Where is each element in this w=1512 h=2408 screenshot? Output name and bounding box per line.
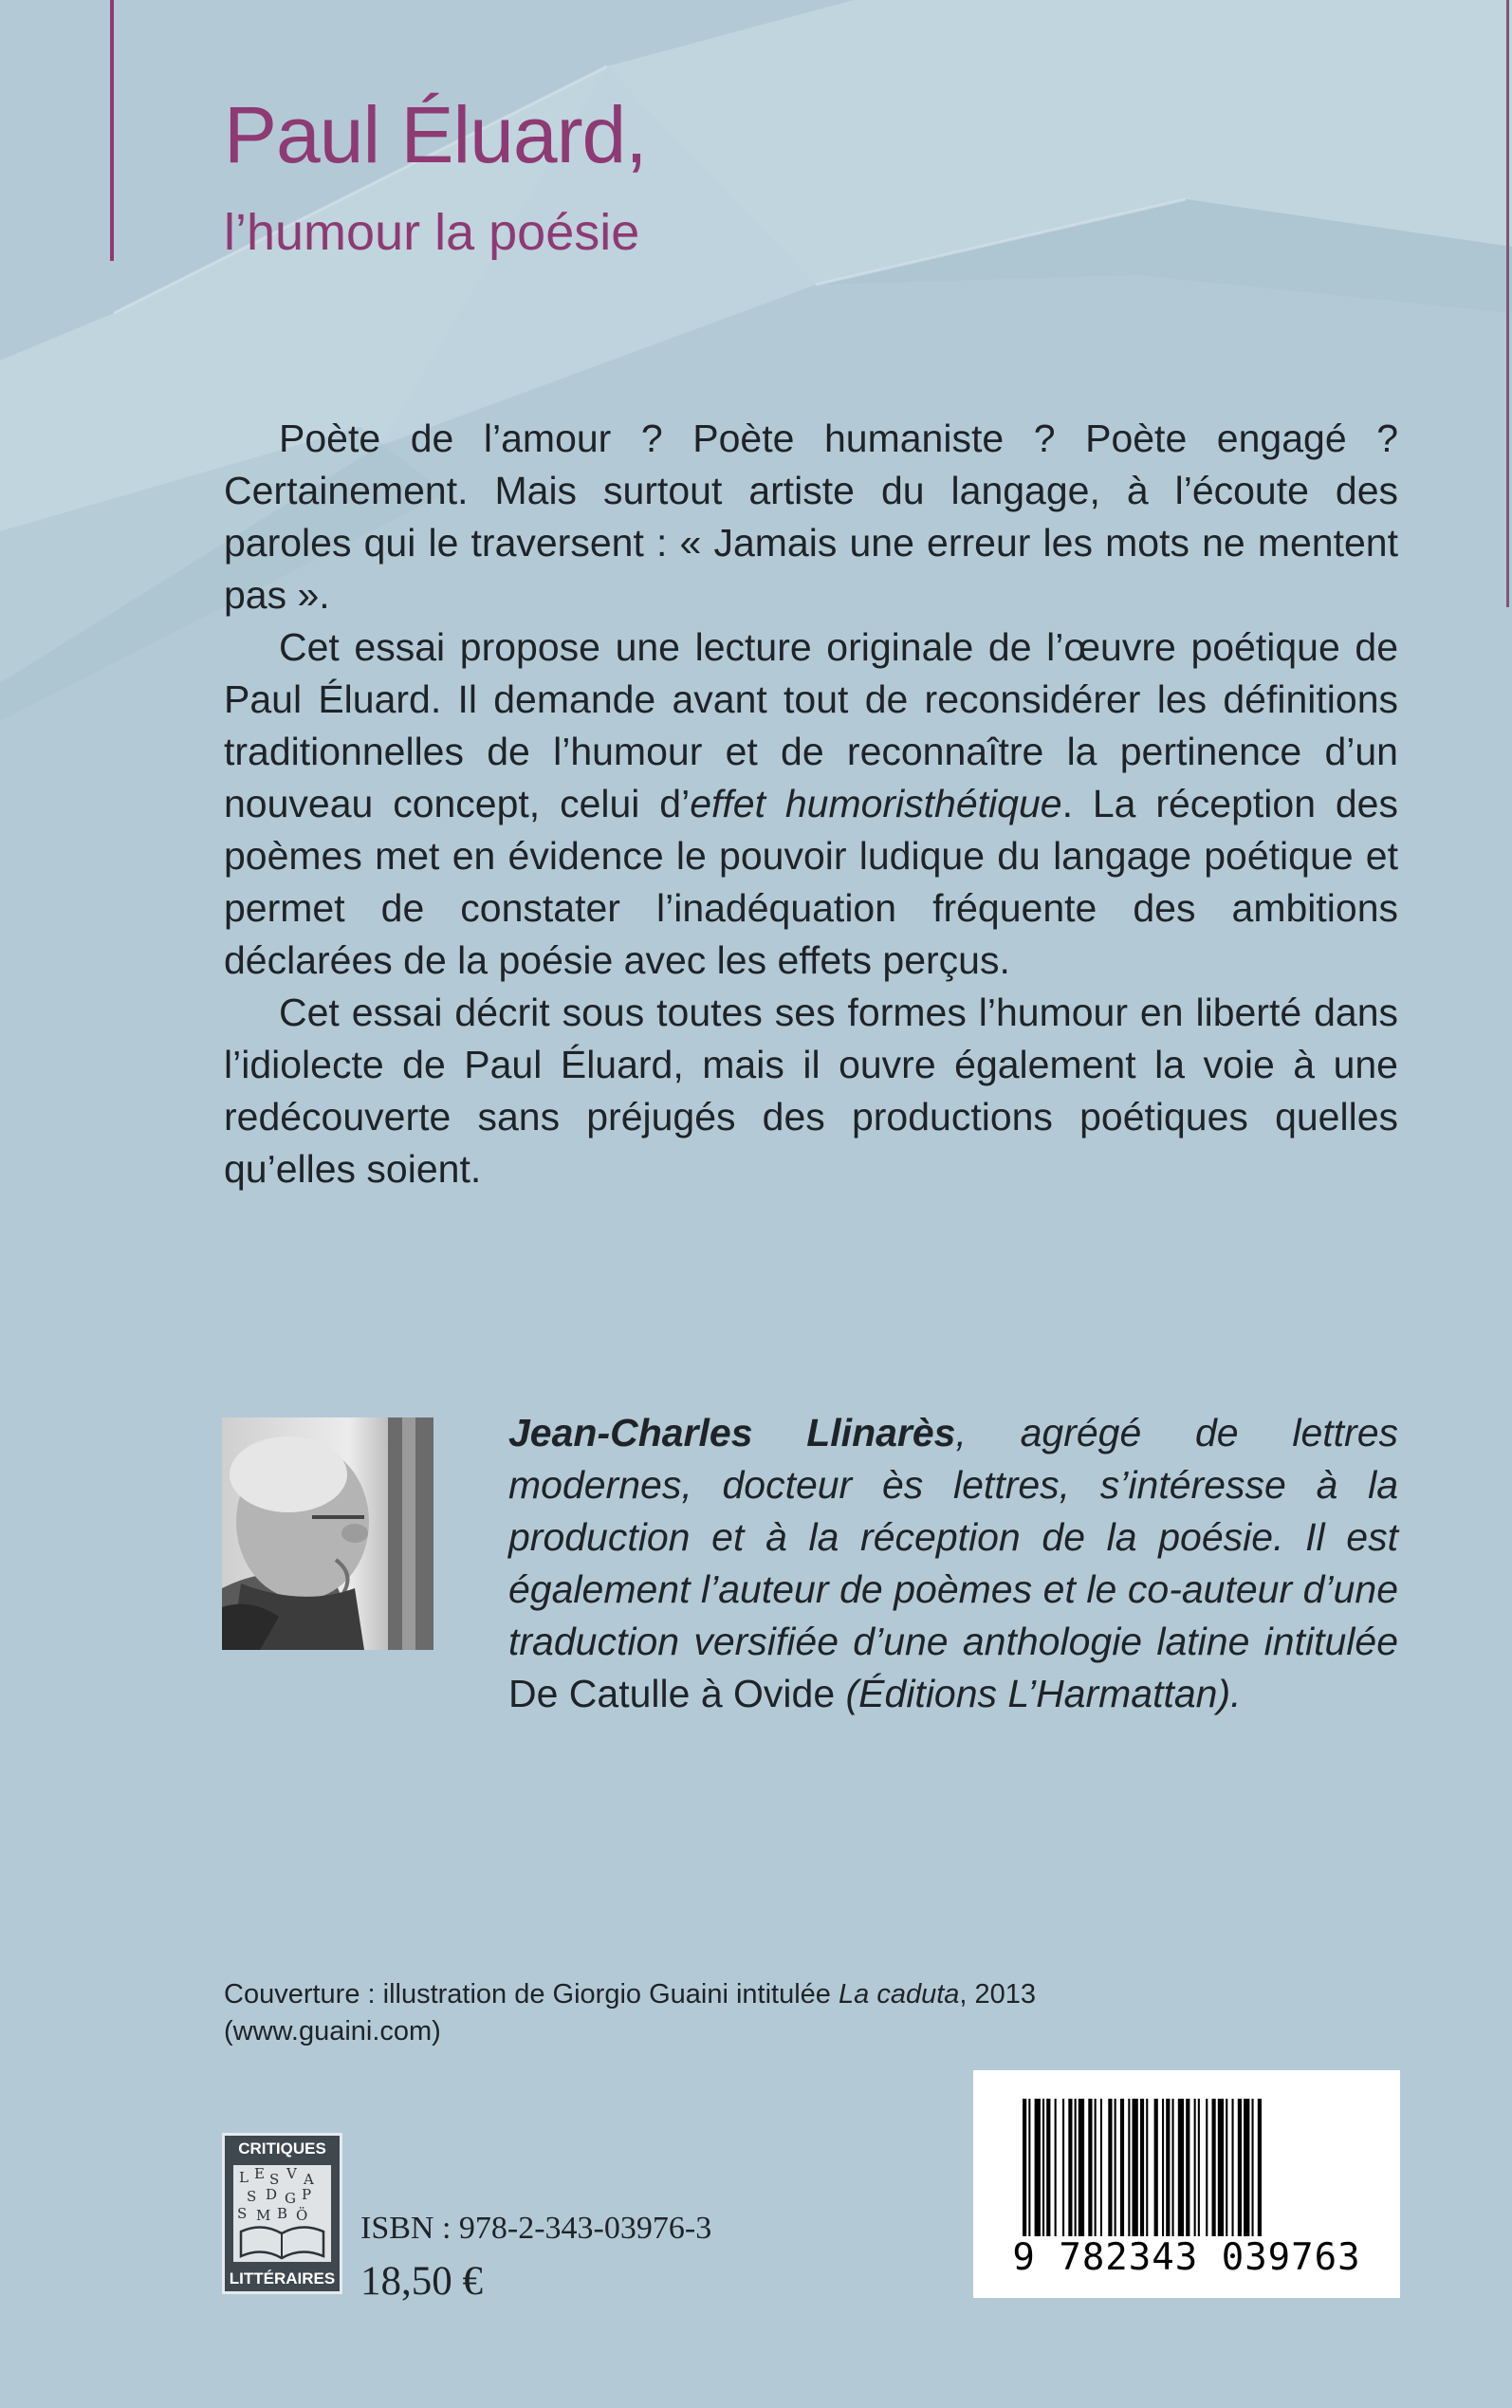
barcode-digits: 9 782343 039763 — [1012, 2236, 1361, 2279]
author-photo — [222, 1417, 433, 1650]
barcode-bar — [1258, 2099, 1262, 2236]
blurb-paragraph-2 — [224, 621, 1398, 987]
book-subtitle: l’humour la poésie — [224, 204, 640, 261]
barcode-bar — [1055, 2099, 1057, 2236]
barcode-bar — [1133, 2099, 1138, 2236]
svg-text:L: L — [239, 2169, 249, 2186]
barcode-bar — [1238, 2099, 1242, 2236]
barcode-bar — [1046, 2099, 1050, 2236]
barcode-bar — [1212, 2099, 1216, 2236]
author-publisher: (Éditions L’Harmattan). — [835, 1672, 1242, 1715]
barcode-bar — [1128, 2099, 1130, 2236]
book-price: 18,50 € — [360, 2259, 483, 2304]
isbn-barcode — [973, 2070, 1400, 2298]
isbn-number: ISBN : 978-2-343-03976-3 — [360, 2211, 712, 2246]
barcode-bar — [1252, 2099, 1254, 2236]
barcode-bar — [1068, 2099, 1072, 2236]
barcode-bar — [1226, 2099, 1227, 2236]
blurb-key-term: effet humoristhétique — [690, 782, 1062, 825]
book-letters-icon — [233, 2165, 331, 2262]
barcode-bar — [1178, 2099, 1184, 2236]
series-logo-critiques-litteraires — [222, 2133, 342, 2294]
barcode-bar — [1035, 2099, 1041, 2236]
barcode-bar — [1095, 2099, 1097, 2236]
barcode-bar — [1075, 2099, 1077, 2236]
barcode-bar — [1198, 2099, 1200, 2236]
barcode-bar — [1218, 2099, 1224, 2236]
svg-text:S: S — [247, 2188, 257, 2205]
blurb-paragraph-3: Cet essai décrit sous toutes ses formes l’humour en liberté dans l’idiolecte de Paul Éluard, mais il ouvre également la voie à une redécouverte sans préjugés des productions poétiques quelles qu’elles soient. — [224, 991, 1398, 1191]
svg-text:E: E — [254, 2165, 265, 2182]
title-vertical-rule — [110, 0, 114, 261]
barcode-bar — [1042, 2099, 1044, 2236]
spine-edge-rule — [1506, 0, 1509, 607]
barcode-bar — [1206, 2099, 1208, 2236]
barcode-bar — [1232, 2099, 1234, 2236]
cover-credit-year: , 2013 — [959, 1979, 1037, 2010]
svg-text:S: S — [237, 2205, 248, 2222]
barcode-bar — [1194, 2099, 1196, 2236]
barcode-bar — [1146, 2099, 1148, 2236]
author-name: Jean-Charles Llinarès — [508, 1411, 956, 1454]
author-portrait-image — [222, 1417, 433, 1650]
svg-text:Ö: Ö — [296, 2207, 308, 2224]
back-cover-blurb — [224, 413, 1398, 1195]
svg-text:P: P — [302, 2186, 312, 2203]
barcode-bar — [1140, 2099, 1144, 2236]
svg-text:G: G — [285, 2190, 296, 2207]
barcode-bar — [1172, 2099, 1174, 2236]
series-logo-top-label: CRITIQUES — [238, 2139, 326, 2158]
cover-artwork-title: La caduta — [839, 1979, 960, 2010]
barcode-bar — [1088, 2099, 1092, 2236]
blurb-paragraph-2-text-end: . La réception des poèmes met en évidence le pouvoir ludique du langage poétique et permet de constater l’inadéquation fréquente des ambitions déclarées de la poésie avec les effets perçus. — [224, 782, 1398, 982]
barcode-bar — [1115, 2099, 1116, 2236]
barcode-bar — [1062, 2099, 1064, 2236]
cover-credit-text: Couverture : illustration de Giorgio Guaini intitulée — [224, 1979, 839, 2010]
author-book-title: De Catulle à Ovide — [508, 1672, 836, 1715]
barcode-bar — [1023, 2099, 1026, 2236]
author-bio-text: , agrégé de lettres modernes, docteur ès lettres, s’intéresse à la production et à la réception de la poésie. Il est également l’auteur de poèmes et le co-auteur d’une traduction versifiée d’une anthologie latine intitulée — [508, 1411, 1398, 1663]
svg-text:M: M — [256, 2207, 271, 2224]
author-bio — [508, 1407, 1398, 1720]
barcode-bar — [1186, 2099, 1189, 2236]
barcode-bar — [1162, 2099, 1164, 2236]
barcode-bar — [1079, 2099, 1084, 2236]
blurb-paragraph-2-text: Cet essai propose une lecture originale de l’œuvre poétique de Paul Éluard. Il demande avant tout de reconsidérer les définitions traditionnelles de l’humour et de reconnaître la pertinence d’un nouveau concept, celui d’ — [224, 625, 1398, 825]
artist-website: (www.guaini.com) — [224, 2016, 441, 2047]
book-title: Paul Éluard, — [224, 90, 647, 179]
svg-text:B: B — [277, 2205, 288, 2222]
svg-text:V: V — [286, 2165, 297, 2182]
svg-text:S: S — [269, 2171, 280, 2188]
svg-text:D: D — [266, 2186, 278, 2203]
barcode-bar — [1120, 2099, 1124, 2236]
barcode-bar — [1166, 2099, 1170, 2236]
barcode-bar — [1244, 2099, 1249, 2236]
barcode-bar — [1100, 2099, 1102, 2236]
barcode-bars — [1023, 2099, 1351, 2236]
series-logo-bottom-label: LITTÉRAIRES — [229, 2269, 336, 2288]
blurb-paragraph-1: Poète de l’amour ? Poète humaniste ? Poète engagé ? Certainement. Mais surtout artiste du langage, à l’écoute des paroles qui le traversent : « Jamais une erreur les mots ne mentent pas ». — [224, 417, 1398, 617]
barcode-bar — [1108, 2099, 1112, 2236]
barcode-bar — [1028, 2099, 1030, 2236]
cover-illustration-credit — [224, 1976, 1036, 2050]
svg-text:A: A — [304, 2171, 314, 2188]
barcode-bar — [1154, 2099, 1158, 2236]
